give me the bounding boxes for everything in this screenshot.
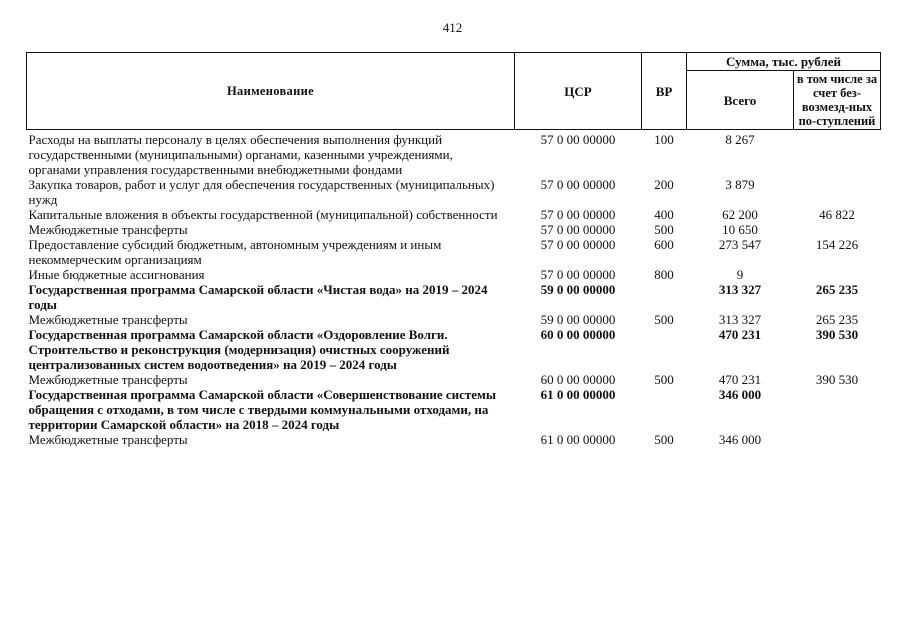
row-free bbox=[794, 130, 881, 178]
row-csr: 61 0 00 00000 bbox=[540, 432, 616, 447]
row-csr: 61 0 00 00000 bbox=[540, 387, 616, 402]
row-vr: 500 bbox=[654, 432, 674, 447]
table-row bbox=[27, 222, 881, 237]
table-row bbox=[27, 282, 881, 312]
row-name: Межбюджетные трансферты bbox=[28, 312, 188, 327]
table-row bbox=[27, 387, 881, 432]
table-row bbox=[27, 130, 881, 178]
row-free bbox=[794, 432, 881, 447]
row-name: Капитальные вложения в объекты государственной (муниципальной) собственности bbox=[28, 207, 498, 222]
row-vr: 400 bbox=[654, 207, 674, 222]
row-total: 9 bbox=[736, 267, 744, 282]
budget-table bbox=[26, 52, 881, 447]
row-free: 265 235 bbox=[815, 282, 859, 297]
row-csr: 57 0 00 00000 bbox=[540, 237, 616, 252]
row-vr: 500 bbox=[654, 222, 674, 237]
row-csr: 59 0 00 00000 bbox=[540, 282, 616, 297]
row-free: 390 530 bbox=[815, 327, 859, 342]
row-name: Расходы на выплаты персоналу в целях обеспечения выполнения функций государственными (муниципальными) органами, казенными учреждениями, органами управления государственными внебюджетными фондами bbox=[28, 132, 453, 177]
row-total: 346 000 bbox=[718, 387, 762, 402]
row-name: Межбюджетные трансферты bbox=[28, 432, 188, 447]
row-vr: 800 bbox=[654, 267, 674, 282]
row-total: 313 327 bbox=[718, 312, 762, 327]
header-total: Всего bbox=[687, 71, 794, 130]
page-number: 412 bbox=[442, 20, 463, 35]
row-name: Закупка товаров, работ и услуг для обеспечения государственных (муниципальных) нужд bbox=[28, 177, 495, 207]
row-total: 273 547 bbox=[718, 237, 762, 252]
row-csr: 57 0 00 00000 bbox=[540, 222, 616, 237]
row-free bbox=[794, 267, 881, 282]
row-name: Межбюджетные трансферты bbox=[28, 372, 188, 387]
table-row bbox=[27, 372, 881, 387]
header-vr: ВР bbox=[642, 53, 687, 130]
header-free: в том числе за счет без-возмезд-ных по-ступлений bbox=[794, 71, 881, 130]
table-row bbox=[27, 267, 881, 282]
row-total: 346 000 bbox=[718, 432, 762, 447]
row-csr: 60 0 00 00000 bbox=[540, 327, 616, 342]
row-name: Межбюджетные трансферты bbox=[28, 222, 188, 237]
header-sum: Сумма, тыс. рублей bbox=[687, 53, 881, 71]
row-name: Иные бюджетные ассигнования bbox=[28, 267, 205, 282]
row-csr: 57 0 00 00000 bbox=[540, 207, 616, 222]
table-row bbox=[27, 432, 881, 447]
table-body bbox=[27, 130, 881, 448]
row-free bbox=[794, 387, 881, 432]
row-total: 470 231 bbox=[718, 327, 762, 342]
row-total: 10 650 bbox=[722, 222, 758, 237]
row-vr bbox=[642, 387, 687, 432]
row-name: Государственная программа Самарской области «Оздоровление Волги. Строительство и реконструкция (модернизация) очистных сооружений централизованных систем водоотведения» на 2019 – 2024 годы bbox=[28, 327, 450, 372]
row-csr: 57 0 00 00000 bbox=[540, 132, 616, 147]
row-free: 154 226 bbox=[815, 237, 859, 252]
row-name: Государственная программа Самарской области «Чистая вода» на 2019 – 2024 годы bbox=[28, 282, 488, 312]
row-csr: 57 0 00 00000 bbox=[540, 267, 616, 282]
header-name: Наименование bbox=[27, 53, 515, 130]
row-vr: 200 bbox=[654, 177, 674, 192]
row-vr: 500 bbox=[654, 372, 674, 387]
row-total: 8 267 bbox=[725, 132, 755, 147]
row-total: 313 327 bbox=[718, 282, 762, 297]
table-row bbox=[27, 312, 881, 327]
row-vr: 500 bbox=[654, 312, 674, 327]
row-vr bbox=[642, 327, 687, 372]
table-row bbox=[27, 177, 881, 207]
header-csr: ЦСР bbox=[515, 53, 642, 130]
row-free bbox=[794, 177, 881, 207]
table-row bbox=[27, 207, 881, 222]
row-total: 470 231 bbox=[718, 372, 762, 387]
row-name: Предоставление субсидий бюджетным, автономным учреждениям и иным некоммерческим организациям bbox=[28, 237, 442, 267]
row-free: 265 235 bbox=[815, 312, 859, 327]
row-csr: 57 0 00 00000 bbox=[540, 177, 616, 192]
row-free: 390 530 bbox=[815, 372, 859, 387]
row-csr: 60 0 00 00000 bbox=[540, 372, 616, 387]
row-free: 46 822 bbox=[819, 207, 855, 222]
row-vr bbox=[642, 282, 687, 312]
table-row bbox=[27, 237, 881, 267]
row-name: Государственная программа Самарской области «Совершенствование системы обращения с отходами, в том числе с твердыми коммунальными отходами, на территории Самарской области» на 2018 – 2024 годы bbox=[28, 387, 497, 432]
row-vr: 100 bbox=[654, 132, 674, 147]
row-vr: 600 bbox=[654, 237, 674, 252]
row-free bbox=[794, 222, 881, 237]
row-total: 3 879 bbox=[725, 177, 755, 192]
row-csr: 59 0 00 00000 bbox=[540, 312, 616, 327]
table-header bbox=[27, 53, 881, 130]
row-total: 62 200 bbox=[722, 207, 758, 222]
table-row bbox=[27, 327, 881, 372]
